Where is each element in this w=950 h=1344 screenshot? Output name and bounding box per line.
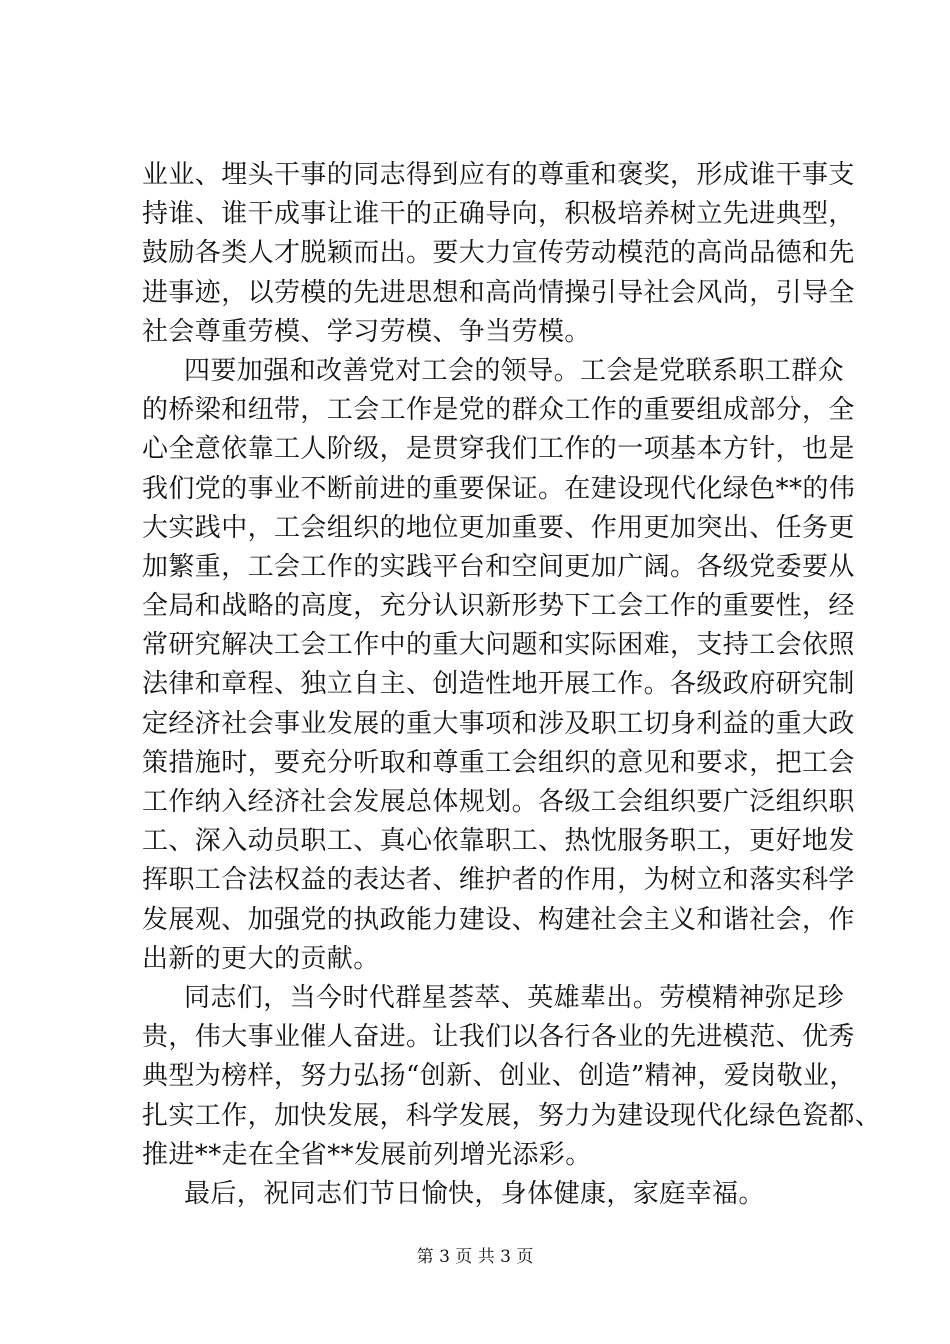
text-line: 工作纳入经济社会发展总体规划。各级工会组织要广泛组织职: [142, 787, 855, 817]
text-line: 心全意依靠工人阶级，是贯穿我们工作的一项基本方针，也是: [142, 434, 855, 465]
text-line: 加繁重，工会工作的实践平台和空间更加广阔。各级党委要从: [142, 551, 855, 582]
text-line: 全局和战略的高度，充分认识新形势下工会工作的重要性，经: [142, 591, 855, 622]
text-line: 持谁、谁干成事让谁干的正确导向，积极培养树立先进典型，: [142, 199, 855, 230]
text-line: 的桥梁和纽带，工会工作是党的群众工作的重要组成部分，全: [142, 395, 855, 426]
text-line: 业业、埋头干事的同志得到应有的尊重和褒奖，形成谁干事支: [142, 160, 855, 190]
text-line: 策措施时，要充分听取和尊重工会组织的意见和要求，把工会: [142, 747, 855, 778]
text-line: 常研究解决工会工作中的重大问题和实际困难，支持工会依照: [142, 630, 855, 661]
text-line: 挥职工合法权益的表达者、维护者的作用，为树立和落实科学: [142, 865, 855, 896]
text-line: 鼓励各类人才脱颖而出。要大力宣传劳动模范的高尚品德和先: [142, 238, 855, 269]
text-line: 社会尊重劳模、学习劳模、争当劳模。: [142, 316, 591, 347]
text-line: 同志们，当今时代群星荟萃、英雄辈出。劳模精神弥足珍: [184, 982, 845, 1013]
page-footer: 第 3 页 共 3 页: [416, 1247, 534, 1267]
text-line: 最后，祝同志们节日愉快，身体健康，家庭幸福。: [184, 1178, 765, 1209]
text-line: 定经济社会事业发展的重大事项和涉及职工切身利益的重大政: [142, 708, 855, 739]
text-line: 典型为榜样，努力弘扬“创新、创业、创造”精神，爱岗敬业，: [142, 1061, 856, 1092]
text-line: 大实践中，工会组织的地位更加重要、作用更加突出、任务更: [142, 512, 855, 543]
text-line: 贵，伟大事业催人奋进。让我们以各行各业的先进模范、优秀: [142, 1022, 855, 1053]
text-line: 推进**走在全省**发展前列增光添彩。: [142, 1139, 592, 1170]
text-line: 发展观、加强党的执政能力建设、构建社会主义和谐社会，作: [142, 904, 855, 935]
text-line: 我们党的事业不断前进的重要保证。在建设现代化绿色**的伟: [142, 473, 856, 504]
text-line: 扎实工作，加快发展，科学发展，努力为建设现代化绿色瓷都、: [142, 1100, 882, 1131]
text-line: 法律和章程、独立自主、创造性地开展工作。各级政府研究制: [142, 669, 855, 700]
text-line: 进事迹，以劳模的先进思想和高尚情操引导社会风尚，引导全: [142, 277, 855, 308]
text-line: 四要加强和改善党对工会的领导。工会是党联系职工群众: [184, 355, 845, 386]
document-body: [142, 156, 882, 1214]
text-line: 工、深入动员职工、真心依靠职工、热忱服务职工，更好地发: [142, 826, 855, 857]
text-line: 出新的更大的贡献。: [142, 943, 380, 974]
